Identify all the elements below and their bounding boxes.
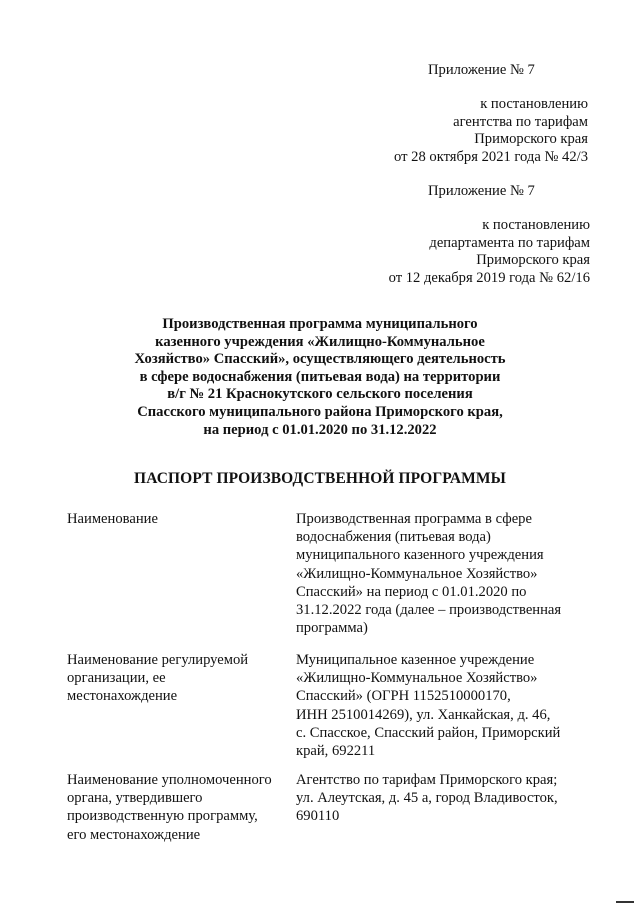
document-title-line: в/г № 21 Краснокутского сельского поселения xyxy=(167,386,473,403)
value-line: ИНН 2510014269), ул. Ханкайская, д. 46, xyxy=(296,706,551,723)
label-line: местонахождение xyxy=(67,688,178,705)
label-line: производственную программу, xyxy=(67,808,258,825)
value-line: Агентство по тарифам Приморского края; xyxy=(296,772,558,788)
document-title-line: в сфере водоснабжения (питьевая вода) на территории xyxy=(139,368,501,385)
document-title-line: казенного учреждения «Жилищно-Коммунальное xyxy=(155,333,485,350)
label-line: Наименование уполномоченного xyxy=(67,772,272,788)
label-line: Наименование xyxy=(67,511,158,527)
passport-row-label xyxy=(67,510,277,528)
value-line: с. Спасское, Спасский район, Приморский xyxy=(296,724,561,741)
passport-row-value xyxy=(296,510,596,637)
label-line: органа, утвердившего xyxy=(67,790,203,807)
scan-edge-mark xyxy=(616,901,634,903)
appendix-2-line: к постановлению xyxy=(482,217,590,233)
passport-title: ПАСПОРТ ПРОИЗВОДСТВЕННОЙ ПРОГРАММЫ xyxy=(134,470,506,487)
appendix-1-line: от 28 октября 2021 года № 42/3 xyxy=(394,148,588,165)
appendix-1-line: Приморского края xyxy=(474,131,588,147)
value-line: водоснабжения (питьевая вода) xyxy=(296,529,491,546)
value-line: программа) xyxy=(296,620,368,637)
value-line: Производственная программа в сфере xyxy=(296,511,532,527)
value-line: «Жилищно-Коммунальное Хозяйство» xyxy=(296,565,538,582)
value-line: Муниципальное казенное учреждение xyxy=(296,652,535,668)
value-line: 31.12.2022 года (далее – производственная xyxy=(296,602,562,619)
passport-row-label xyxy=(67,651,277,706)
value-line: 690110 xyxy=(296,808,340,825)
document-title-line: Хозяйство» Спасский», осуществляющего деятельность xyxy=(134,351,506,368)
appendix-2-details xyxy=(389,217,590,287)
appendix-1-title: Приложение № 7 xyxy=(428,62,535,78)
value-line: край, 692211 xyxy=(296,743,376,760)
label-line: организации, ее xyxy=(67,670,166,687)
document-title-line: Спасского муниципального района Приморского края, xyxy=(137,403,503,420)
appendix-2-line: от 12 декабря 2019 года № 62/16 xyxy=(388,269,590,286)
document-title xyxy=(0,316,640,439)
value-line: Спасский» (ОГРН 1152510000170, xyxy=(296,688,511,705)
passport-row-value xyxy=(296,771,596,826)
appendix-2-title: Приложение № 7 xyxy=(428,183,535,199)
appendix-2-line: Приморского края xyxy=(476,252,590,268)
document-title-line: Производственная программа муниципального xyxy=(162,316,478,332)
label-line: его местонахождение xyxy=(67,826,201,843)
appendix-1-line: агентства по тарифам xyxy=(453,113,588,130)
value-line: муниципального казенного учреждения xyxy=(296,547,544,564)
passport-row-label xyxy=(67,771,277,844)
value-line: «Жилищно-Коммунальное Хозяйство» xyxy=(296,670,538,687)
passport-row-value xyxy=(296,651,596,760)
appendix-1-details xyxy=(394,96,588,166)
value-line: ул. Алеутская, д. 45 а, город Владивосток, xyxy=(296,790,558,807)
document-title-line: на период с 01.01.2020 по 31.12.2022 xyxy=(203,421,437,438)
value-line: Спасский» на период с 01.01.2020 по xyxy=(296,583,527,600)
label-line: Наименование регулируемой xyxy=(67,652,249,668)
appendix-2-line: департамента по тарифам xyxy=(429,234,590,251)
appendix-1-line: к постановлению xyxy=(480,96,588,112)
